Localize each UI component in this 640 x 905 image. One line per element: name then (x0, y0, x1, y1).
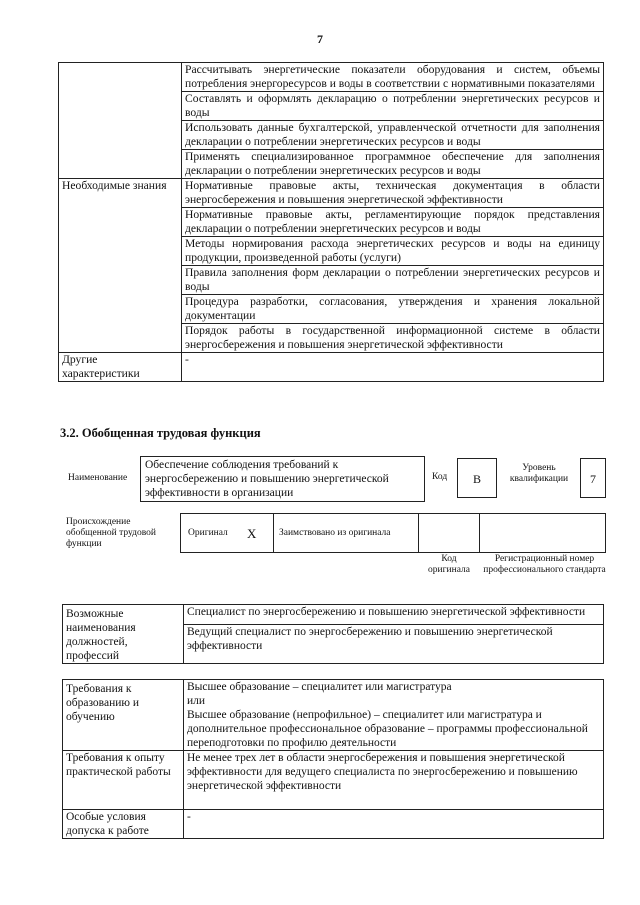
level-value: 7 (590, 472, 596, 486)
origin-label: Происхождение обобщенной трудовой функции (66, 517, 156, 549)
table-row (63, 810, 604, 839)
education-line: Высшее образование (непрофильное) – специалитет или магистратура и дополнительное профессиональное образование – программы профессиональной переподготовки по профилю деятельности (187, 709, 588, 749)
table-row (59, 63, 604, 92)
table-row (63, 605, 604, 625)
skill-item: Составлять и оформлять декларацию о потреблении энергетических ресурсов и воды (182, 92, 604, 121)
skills-knowledge-table (58, 62, 604, 382)
table-row (59, 179, 604, 208)
education-line: Высшее образование – специалитет или магистратура (187, 681, 452, 693)
knowledge-item: Порядок работы в государственной информационной системе в области энергосбережения и повышения энергетической эффективности (182, 324, 604, 353)
education-cell (184, 680, 604, 751)
skills-label-cell (59, 63, 182, 179)
section-title: 3.2. Обобщенная трудовая функция (60, 426, 261, 440)
borrowed-label: Заимствовано из оригинала (279, 528, 391, 538)
education-line: или (187, 695, 206, 707)
knowledge-item: Процедура разработки, согласования, утверждения и хранения локальной документации (182, 295, 604, 324)
original-label: Оригинал (188, 528, 228, 538)
knowledge-item: Методы нормирования расхода энергетических ресурсов и воды на единицу продукции, произведенной работы (услуги) (182, 237, 604, 266)
skill-item: Рассчитывать энергетические показатели оборудования и систем, объемы потребления энергоресурсов и воды в соответствии с нормативными показателями (182, 63, 604, 92)
knowledge-item: Нормативные правовые акты, регламентирующие порядок представления декларации о потреблении энергетических ресурсов и воды (182, 208, 604, 237)
knowledge-item: Нормативные правовые акты, техническая документация в области энергосбережения и повышения энергетической эффективности (182, 179, 604, 208)
other-label: Другие характеристики (59, 353, 182, 382)
function-name-value: Обеспечение соблюдения требований к энергосбережению и повышению энергетической эффективности в организации (145, 459, 389, 499)
requirements-table (62, 679, 604, 839)
code-caption: Код оригинала (428, 554, 470, 575)
code-value: B (472, 472, 481, 486)
borrowed-cell (273, 513, 419, 553)
knowledge-label: Необходимые знания (59, 179, 182, 353)
experience-label: Требования к опыту практической работы (63, 751, 184, 810)
skill-item: Применять специализированное программное обеспечение для заполнения декларации о потреблении энергетических ресурсов и воды (182, 150, 604, 179)
reg-caption: Регистрационный номер профессионального стандарта (483, 554, 606, 575)
experience-value: Не менее трех лет в области энергосбережения и повышения энергетической эффективности для ведущего специалиста по энергосбережению и повышению энергетической эффективности (184, 751, 604, 810)
code-label: Код (432, 472, 448, 482)
original-cell (180, 513, 274, 553)
page-number: 7 (317, 32, 323, 46)
positions-table (62, 604, 604, 664)
reg-number-cell (479, 513, 606, 553)
name-label: Наименование (68, 473, 128, 483)
level-label: Уровень квалификации (509, 463, 569, 484)
education-label: Требования к образованию и обучению (63, 680, 184, 751)
function-name-box (140, 456, 425, 502)
positions-label: Возможные наименования должностей, профессий (63, 605, 184, 664)
other-value: - (182, 353, 604, 382)
code-box (457, 458, 497, 498)
knowledge-item: Правила заполнения форм декларации о потреблении энергетических ресурсов и воды (182, 266, 604, 295)
original-mark: X (247, 526, 257, 541)
original-code-cell (418, 513, 480, 553)
table-row (59, 353, 604, 382)
table-row (63, 680, 604, 751)
special-label: Особые условия допуска к работе (63, 810, 184, 839)
table-row (63, 751, 604, 810)
level-box (580, 458, 606, 498)
skill-item: Использовать данные бухгалтерской, управленческой отчетности для заполнения декларации о потреблении энергетических ресурсов и воды (182, 121, 604, 150)
position-item: Специалист по энергосбережению и повышению энергетической эффективности (184, 605, 604, 625)
special-value: - (184, 810, 604, 839)
position-item: Ведущий специалист по энергосбережению и повышению энергетической эффективности (184, 625, 604, 664)
